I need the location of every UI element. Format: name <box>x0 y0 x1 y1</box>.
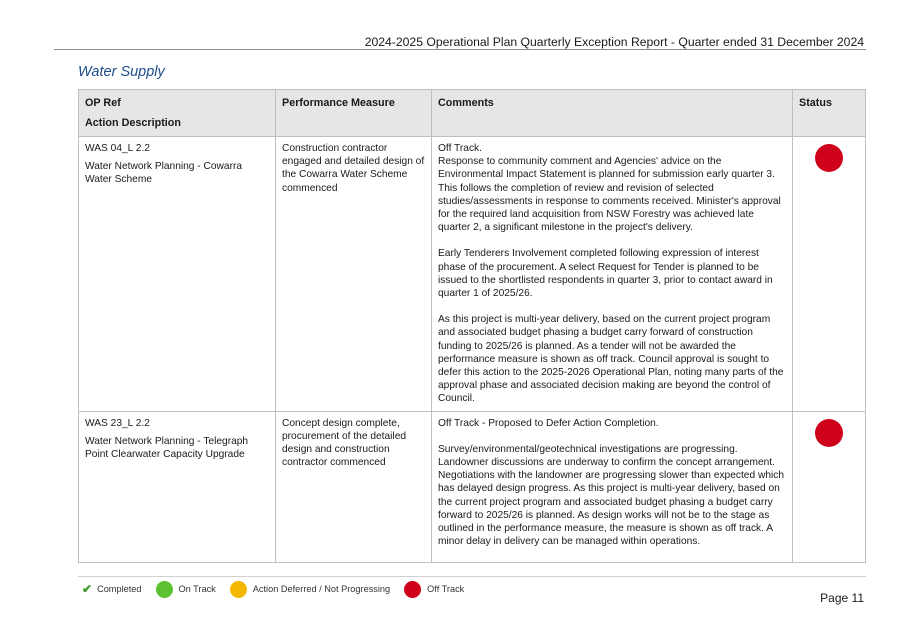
header-status: Status <box>793 90 866 137</box>
legend-label: Completed <box>97 584 142 594</box>
comment-paragraph: Survey/environmental/geotechnical investigations are progressing. Landowner discussions are underway to confirm the concept arrangement. Negotiations with the landowner are progressing slower than expected which has delayed design progress. As this project is multi-year delivery, based on the current project program and associated budget phasing a budget carry forward to 2025/26 is planned. As design works will not be to the stage as outlined in the performance measure, the measure is shown as off track. A minor delay in delivery can be managed within operations. <box>438 443 785 548</box>
status-cell <box>793 137 866 412</box>
section-title: Water Supply <box>78 64 165 80</box>
header-action-description-label: Action Description <box>85 117 181 130</box>
report-header-title: 2024-2025 Operational Plan Quarterly Exception Report - Quarter ended 31 December 2024 <box>364 35 864 49</box>
comment-paragraph: Off Track. Response to community comment and Agencies' advice on the Environmental Impact Statement is planned for submission early quarter 3. This follows the completion of review and revision of selected studies/assessments in response to comments received. Minister's approval for the required land acquisition from NSW Forestry was achieved late quarter 2, a significant milestone in the project's delivery. <box>438 143 781 234</box>
header-performance-measure: Performance Measure <box>276 90 432 137</box>
page-number: Page 11 <box>820 591 864 605</box>
op-ref: WAS 04_L 2.2 <box>85 143 150 154</box>
cell-ref-description <box>79 411 276 562</box>
status-off-track-icon <box>815 419 843 447</box>
amber-dot-icon <box>230 581 247 598</box>
header-divider <box>54 49 866 50</box>
green-dot-icon <box>156 581 173 598</box>
legend-item-off-track <box>404 581 464 598</box>
header-op-ref <box>79 90 276 137</box>
exception-table <box>78 89 866 563</box>
status-off-track-icon <box>815 144 843 172</box>
comment-paragraph: Early Tenderers Involvement completed following expression of interest phase of the procurement. A select Request for Tender is planned to be issued to the shortlisted respondents in quarter 3, prior to contact award in quarter 1 of 2025/26. <box>438 248 773 300</box>
action-description: Water Network Planning - Cowarra Water Scheme <box>85 161 243 186</box>
table-row <box>79 137 866 412</box>
status-legend <box>82 580 478 598</box>
legend-label: Action Deferred / Not Progressing <box>252 584 391 594</box>
comments-cell <box>432 137 793 412</box>
table-header-row <box>79 90 866 137</box>
comment-paragraph: As this project is multi-year delivery, based on the current project program and associated budget phasing a budget carry forward of construction funding to 2025/26 is planned. As a tender will not be awarded the performance measure is shown as off track. Council approval is sought to defer this action to the 2025-2026 Operational Plan, noting many parts of the approval phase and associated decision making are beyond the control of Council. <box>438 314 784 405</box>
check-icon: ✔ <box>82 582 93 596</box>
legend-item-completed <box>82 582 142 596</box>
cell-ref-description <box>79 137 276 412</box>
op-ref: WAS 23_L 2.2 <box>85 417 150 429</box>
legend-item-deferred <box>230 581 390 598</box>
performance-measure: Concept design complete, procurement of the detailed design and construction contractor commenced <box>276 411 432 562</box>
action-description: Water Network Planning - Telegraph Point Clearwater Capacity Upgrade <box>85 435 249 461</box>
header-op-ref-label: OP Ref <box>85 97 121 109</box>
comment-paragraph: Off Track - Proposed to Defer Action Completion. <box>438 417 659 429</box>
status-cell <box>793 411 866 562</box>
legend-label: On Track <box>178 584 216 594</box>
red-dot-icon <box>404 581 421 598</box>
comments-cell <box>432 411 793 562</box>
legend-divider <box>78 576 866 577</box>
legend-item-on-track <box>156 581 216 598</box>
table-row <box>79 411 866 562</box>
performance-measure: Construction contractor engaged and detailed design of the Cowarra Water Scheme commenced <box>276 137 432 412</box>
legend-label: Off Track <box>427 584 465 594</box>
header-comments: Comments <box>432 90 793 137</box>
